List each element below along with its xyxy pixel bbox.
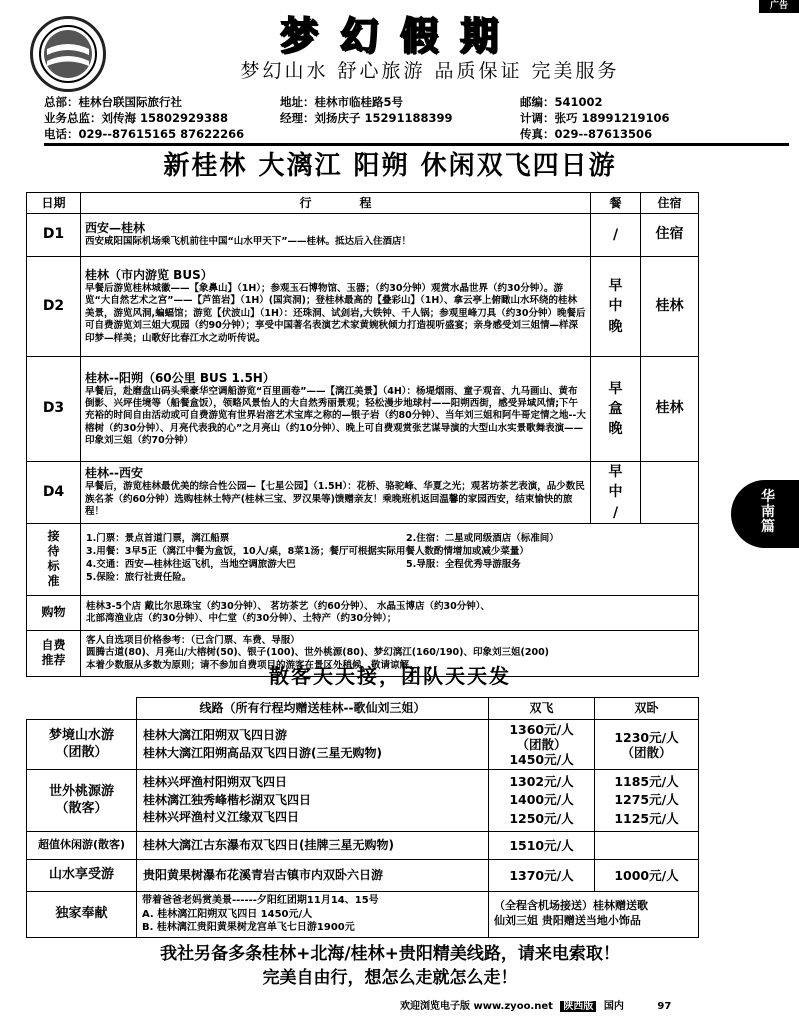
shopping-line: 北部湾渔业店（约30分钟）、中仁堂（约30分钟）、土特产（约30分钟）； bbox=[86, 612, 397, 624]
day-description: 早餐后，游览桂林最优美的综合性公园—【七星公园】（1.5H）：花桥、骆驼峰、华夏之光；观茗坊茶艺表演，品少数民族名茶（约60分钟）选购桂林土特产(桂林三宝、罗汉果等)馈赠亲友！乘晚班机返回温馨的家园西安，结束愉快的旅程！ bbox=[85, 481, 585, 518]
shopping-row bbox=[27, 595, 699, 630]
itinerary-header-row bbox=[27, 193, 699, 214]
day-title: 桂林（市内游览 BUS） bbox=[85, 268, 213, 283]
day-stay bbox=[641, 462, 699, 524]
exclusive-lines bbox=[137, 892, 489, 938]
sales-contact: 业务总监：刘传海 15802929388 bbox=[44, 111, 229, 125]
route-line: 桂林大漓江古东瀑布双飞四日(挂牌三星无购物) bbox=[143, 837, 394, 852]
day-stay: 桂林 bbox=[641, 357, 699, 462]
address-text: 地址：桂林市临桂路5号 bbox=[280, 95, 404, 109]
domestic-text: 国内 bbox=[603, 1001, 624, 1012]
package-name: 山水享受游 bbox=[27, 860, 137, 892]
itinerary-row-d1 bbox=[27, 214, 699, 257]
standards-row bbox=[27, 523, 699, 595]
fax-text: 传真：029--87613506 bbox=[520, 127, 653, 141]
exclusive-row bbox=[27, 892, 699, 938]
day-meals: / bbox=[591, 214, 641, 257]
price-header-row bbox=[27, 698, 699, 720]
sleeper-price: 1185元/人 1275元/人 1125元/人 bbox=[595, 770, 699, 832]
day-title: 桂林--西安 bbox=[85, 466, 143, 481]
fly-price: 1510元/人 bbox=[489, 832, 595, 860]
ad-tag: 广告 bbox=[759, 0, 799, 13]
standard-item: 5.导服：全程优秀导游服务 bbox=[406, 559, 521, 571]
tour-title: 新桂林 大漓江 阳朔 休闲双飞四日游 bbox=[163, 151, 617, 181]
day-label: D1 bbox=[27, 214, 81, 257]
brand-slogan: 梦幻山水 舒心旅游 品质保证 完美服务 bbox=[240, 60, 620, 82]
shopping-label: 购物 bbox=[27, 595, 81, 630]
day-description: 早餐后，赴磨盘山码头乘豪华空调船游览“百里画卷”——【漓江美景】（4H）：杨堤烟雨、童子观音、九马画山、黄布倒影、兴坪佳境等（船餐盒饭），领略风景怡人的大自然秀丽景观；轻松漫步地球村——阳朔西街，感受异域风情;下午充裕的时间自由活动或可自费游览有世界岩溶艺术宝库之称的—银子岩（约80分钟）、当年刘三姐和阿牛哥定情之地--大榕树（约30分钟）、月亮代表我的心”之月亮山（约10分钟）、晚上可自费观赏张艺谋导演的大型山水实景歌舞表演——印象刘三姐（约70分钟） bbox=[85, 385, 586, 447]
package-routes bbox=[137, 770, 489, 832]
itinerary-row-d3 bbox=[27, 357, 699, 462]
day-description: 西安咸阳国际机场乘飞机前往中国“山水甲天下”——桂林。抵达后入住酒店！ bbox=[85, 236, 411, 248]
itinerary-row-d4 bbox=[27, 462, 699, 524]
price-table bbox=[26, 697, 699, 938]
brand-title: 梦幻假期 bbox=[279, 13, 520, 58]
optional-line: 本着少数服从多数为原则；请不参加自费项目的游客在景区外稍候，敬请谅解。 bbox=[86, 659, 419, 671]
globe-logo-icon bbox=[33, 19, 103, 89]
double-sleeper-header: 双卧 bbox=[595, 698, 699, 720]
day-meals: 早 盒 晚 bbox=[591, 357, 641, 462]
itinerary-row-d2 bbox=[27, 257, 699, 357]
planner-contact: 计调：张巧 18991219106 bbox=[520, 111, 670, 125]
manager-contact: 经理：刘扬庆子 15291188399 bbox=[280, 111, 453, 125]
itinerary-table bbox=[26, 192, 699, 677]
day-label: D4 bbox=[27, 462, 81, 524]
sleeper-price: 1000元/人 bbox=[595, 860, 699, 892]
day-title: 桂林--阳朔（60公里 BUS 1.5H） bbox=[85, 370, 275, 385]
price-row bbox=[27, 860, 699, 892]
meals-header: 餐 bbox=[591, 193, 641, 214]
price-row bbox=[27, 720, 699, 770]
day-detail bbox=[81, 257, 591, 357]
day-detail bbox=[81, 214, 591, 257]
route-line: 桂林兴坪渔村阳朔双飞四日 bbox=[143, 775, 288, 790]
optional-line: 客人自选项目价格参考：（已含门票、车费、导服） bbox=[86, 634, 300, 646]
route-line: 桂林兴坪渔村义江缘双飞四日 bbox=[143, 810, 300, 825]
phone-text: 电话：029--87615165 87622266 bbox=[44, 127, 245, 141]
shopping-line: 桂林3-5个店 戴比尔思珠宝（约30分钟）、 茗坊茶艺（约60分钟）、 水晶玉博店（约30分钟）、 bbox=[86, 600, 490, 612]
day-label: D2 bbox=[27, 257, 81, 357]
route-line: 桂林漓江独秀峰楷杉湖双飞四日 bbox=[143, 792, 312, 807]
package-name: 梦境山水游 （团散） bbox=[27, 720, 137, 770]
website-text: 欢迎浏览电子版 www.zyoo.net bbox=[400, 1001, 553, 1012]
contact-info bbox=[44, 95, 744, 143]
day-description: 早餐后游览桂林城徽——【象鼻山】（1H）；参观玉石博物馆、玉器；（约30分钟）观赏水晶世界（约30分钟）。游览“大自然艺术之宫”——【芦笛岩】（1H）(国宾洞)；登桂林最高的【叠彩山】（1H）、拿云亭上俯瞰山水环绕的桂林美景，游览风洞,蝙蝠馆；游览【伏波山】（1H）：还珠洞、试剑岩,大铁钟、千人锅；参观里峰刀具（约30分钟）晚餐后可自费游览刘三姐大观园（约90分钟）；享受中国著名表演艺术家黄婉秋倾力打造视听盛宴；亲身感受刘三姐情—样深印梦—样美；山歌好比春江水之动听传说。 bbox=[85, 283, 586, 344]
standards-detail bbox=[81, 523, 699, 595]
package-routes bbox=[137, 832, 489, 860]
package-name: 世外桃源游 （散客） bbox=[27, 770, 137, 832]
standard-item: 3.用餐：3早5正（漓江中餐为盒饭，10人/桌，8菜1汤；餐厅可根据实际用餐人数酌情增加或减少菜量） bbox=[86, 546, 529, 558]
shopping-detail bbox=[81, 595, 699, 630]
route-line: 桂林大漓江阳朔高品双飞四日游(三星无购物) bbox=[143, 745, 382, 760]
standard-item: 1.门票：景点首道门票，漓江船票 bbox=[86, 533, 230, 545]
exclusive-gift: （全程含机场接送）桂林赠送歌 仙刘三姐 贵阳赠送当地小饰品 bbox=[489, 892, 699, 938]
package-routes bbox=[137, 860, 489, 892]
price-row bbox=[27, 832, 699, 860]
route-line: 贵阳黄果树瀑布花溪青岩古镇市内双卧六日游 bbox=[143, 867, 384, 882]
day-title: 西安—桂林 bbox=[85, 221, 146, 236]
double-fly-header: 双飞 bbox=[489, 698, 595, 720]
hq-text: 总部：桂林台联国际旅行社 bbox=[44, 95, 182, 109]
day-detail bbox=[81, 462, 591, 524]
standard-item: 5.保险：旅行社责任险。 bbox=[86, 572, 192, 584]
standards-label: 接 待 标 准 bbox=[27, 523, 81, 595]
standard-item: 2.住宿：二星或同级酒店（标准间） bbox=[406, 533, 559, 545]
day-stay: 住宿 bbox=[641, 214, 699, 257]
date-header: 日期 bbox=[27, 193, 81, 214]
exclusive-line: B. 桂林漓江贵阳黄果树龙宫单飞七日游1900元 bbox=[142, 922, 355, 933]
optional-label: 自费 推荐 bbox=[27, 630, 81, 676]
free-travel-text: 完美自由行，想怎么走就怎么走！ bbox=[262, 968, 518, 988]
day-meals: 早 中 晚 bbox=[591, 257, 641, 357]
header-divider bbox=[44, 143, 789, 146]
optional-line: 圆腾古道(80)、月亮山/大榕树(50)、银子(100)、世外桃源(80)、梦幻漓江(160/190)、印象刘三姐(200) bbox=[86, 647, 550, 659]
day-meals: 早 中 / bbox=[591, 462, 641, 524]
sleeper-price: 1230元/人 （团散） bbox=[595, 720, 699, 770]
fly-price: 1370元/人 bbox=[489, 860, 595, 892]
day-label: D3 bbox=[27, 357, 81, 462]
standard-item: 4.交通：西安—桂林往返飞机，当地空调旅游大巴 bbox=[86, 559, 296, 571]
fly-price: 1302元/人 1400元/人 1250元/人 bbox=[489, 770, 595, 832]
daily-departure-slogan: 散客天天接，团队天天发 bbox=[269, 664, 511, 688]
region-badge: 陕西版 bbox=[560, 1001, 596, 1012]
exclusive-name: 独家奉献 bbox=[27, 892, 137, 938]
sleeper-price bbox=[595, 832, 699, 860]
stay-header: 住宿 bbox=[641, 193, 699, 214]
route-header: 行 程 bbox=[81, 193, 591, 214]
package-routes bbox=[137, 720, 489, 770]
page-number: 97 bbox=[657, 1001, 672, 1012]
agency-logo bbox=[30, 16, 106, 92]
more-routes-text: 我社另备多条桂林+北海/桂林+贵阳精美线路，请来电索取！ bbox=[160, 944, 620, 964]
day-stay: 桂林 bbox=[641, 257, 699, 357]
routes-header: 线路（所有行程均赠送桂林--歌仙刘三姐） bbox=[137, 698, 489, 720]
day-detail bbox=[81, 357, 591, 462]
section-tab: 华 南 篇 bbox=[731, 480, 799, 548]
fly-price: 1360元/人 （团散） 1450元/人 bbox=[489, 720, 595, 770]
page-footer bbox=[400, 1001, 671, 1014]
package-name: 超值休闲游(散客) bbox=[27, 832, 137, 860]
route-line: 桂林大漓江阳朔双飞四日游 bbox=[143, 728, 288, 743]
postcode-text: 邮编：541002 bbox=[520, 95, 603, 109]
price-row bbox=[27, 770, 699, 832]
exclusive-line: 带着爸爸老妈赏美景------夕阳红团期11月14、15号 bbox=[142, 895, 379, 906]
exclusive-line: A. 桂林漓江阳朔双飞四日 1450元/人 bbox=[142, 908, 313, 920]
